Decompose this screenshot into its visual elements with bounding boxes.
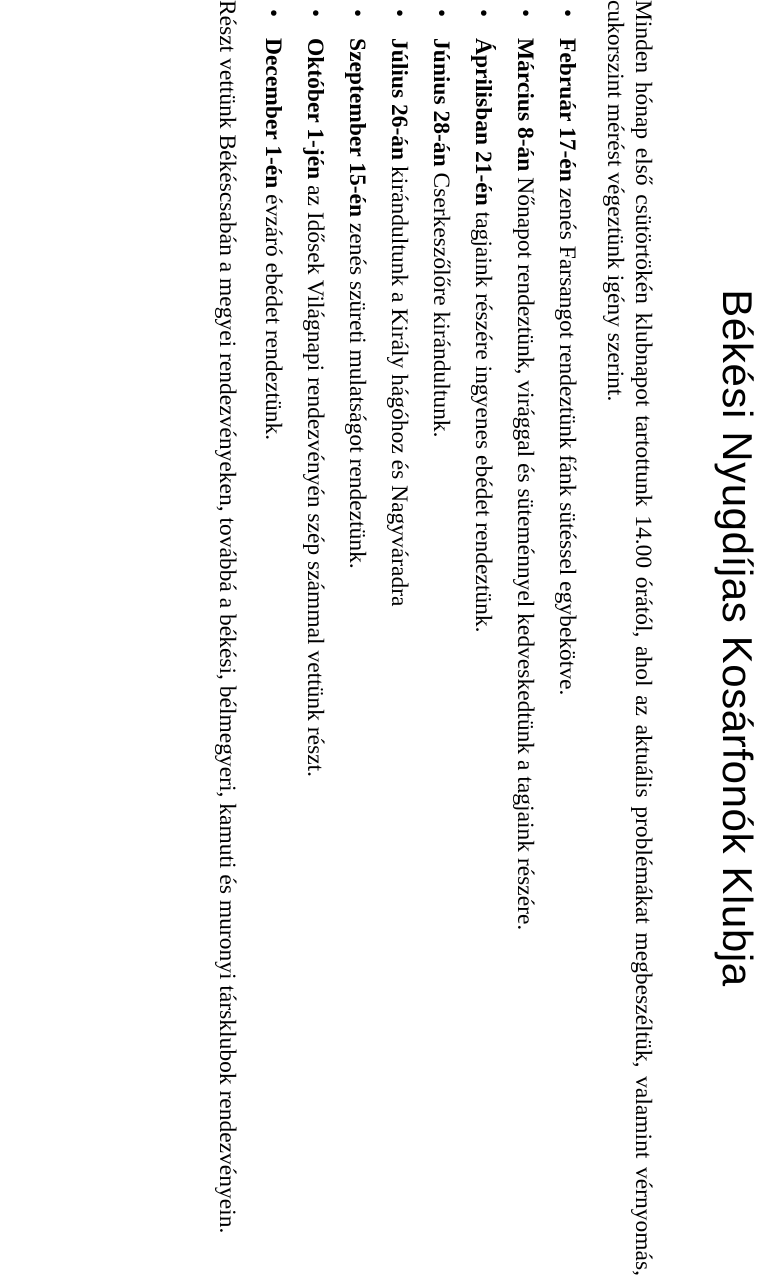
event-date: Július 26-án bbox=[386, 38, 412, 161]
event-text: kirándultunk a Király hágóhoz és Nagyváradra bbox=[386, 160, 412, 607]
event-text: az Idősek Világnapi rendezvényén szép számmal vettünk részt. bbox=[302, 179, 328, 778]
bullet-icon: • bbox=[344, 8, 370, 18]
event-text: évzáró ebédet rendeztünk. bbox=[260, 188, 286, 441]
bullet-icon: • bbox=[260, 8, 286, 18]
bullet-icon: • bbox=[386, 8, 412, 18]
event-text: tagjaink részére ingyenes ebédet rendeztünk. bbox=[470, 205, 496, 633]
bullet-icon: • bbox=[554, 8, 580, 18]
event-text: Cserkeszőlőre kirándultunk. bbox=[428, 166, 454, 438]
event-text: zenés Farsangot rendeztünk fánk sütéssel egybekötve. bbox=[554, 181, 580, 696]
list-item bbox=[427, 0, 455, 1276]
event-date: Február 17-én bbox=[554, 38, 580, 182]
event-date: Március 8-án bbox=[512, 38, 538, 172]
list-item bbox=[301, 0, 329, 1276]
list-item bbox=[343, 0, 371, 1276]
list-item bbox=[553, 0, 581, 1276]
bullet-icon: • bbox=[302, 8, 328, 18]
event-date: Október 1-jén bbox=[302, 38, 328, 180]
list-item bbox=[469, 0, 497, 1276]
event-date: Szeptember 15-én bbox=[344, 38, 370, 218]
intro-paragraph: Minden hónap első csütörtökén klubnapot tartottunk 14.00 órától, ahol az aktuális problémákat megbeszéltük, valamint vérnyomás, cukorszint mérést végeztünk igény szerint. bbox=[602, 0, 656, 1276]
event-text: zenés szüreti mulatságot rendeztünk. bbox=[344, 217, 370, 569]
bullet-icon: • bbox=[470, 8, 496, 18]
events-list bbox=[259, 0, 581, 1276]
list-item bbox=[511, 0, 539, 1276]
bullet-icon: • bbox=[428, 8, 454, 18]
list-item bbox=[385, 0, 413, 1276]
closing-paragraph: Részt vettünk Békéscsabán a megyei rendezvényeken, továbbá a békési, bélmegyeri, kamuti és muronyi társklubok rendezvényein. bbox=[214, 0, 240, 1234]
event-date: December 1-én bbox=[260, 38, 286, 189]
bullet-icon: • bbox=[512, 8, 538, 18]
page-title: Békési Nyugdíjas Kosárfonók Klubja bbox=[714, 289, 761, 987]
list-item bbox=[259, 0, 287, 1276]
event-text: Nőnapot rendeztünk, virággal és süteménnyel kedveskedtünk a tagjaink részére. bbox=[512, 171, 538, 931]
event-date: Áprilisban 21-én bbox=[470, 38, 496, 206]
event-date: Június 28-án bbox=[428, 38, 454, 167]
